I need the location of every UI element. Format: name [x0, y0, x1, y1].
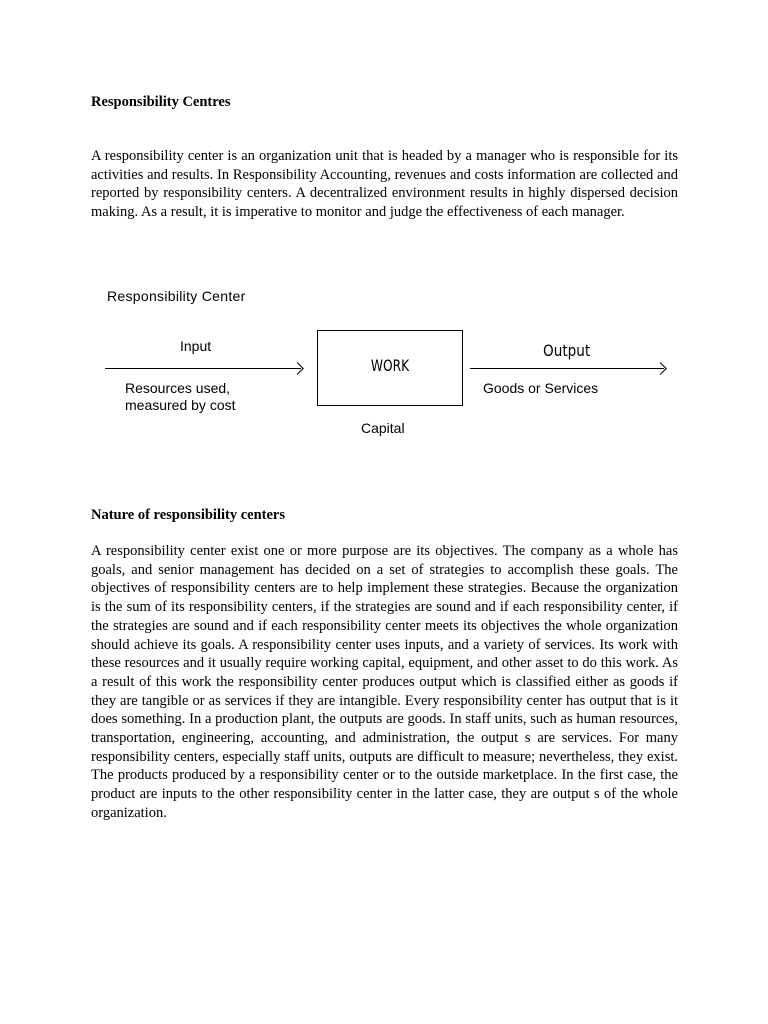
capital-label: Capital	[361, 420, 405, 436]
diagram-title: Responsibility Center	[107, 288, 246, 304]
output-description: Goods or Services	[483, 380, 599, 396]
work-label: WORK	[370, 356, 410, 375]
input-arrow-icon	[105, 368, 301, 369]
input-description	[125, 380, 236, 414]
nature-paragraph: A responsibility center exist one or more purpose are its objectives. The company as a whole has goals, and senior management has decided on a set of strategies to accomplish these goals. The objectives of responsibility centers are to help implement these strategies. Because the organization is the sum of its responsibility centers, if the strategies are sound and if each responsibility center, if the strategies are sound and if each responsibility center meets its objectives the whole organization should achieve its goals. A responsibility center uses inputs, and a variety of services. Its work with these resources and it usually require working capital, equipment, and other asset to do this work. As a result of this work the responsibility center produces output which is classified either as goods if they are tangible or as services if they are intangible. Every responsibility center has output that is it does something. In a production plant, the outputs are goods. In staff units, such as human resources, transportation, engineering, accounting, and administration, the output s are services. For many responsibility centers, especially staff units, outputs are difficult to measure; nevertheless, they exist. The products produced by a responsibility center or to the outside marketplace. In the first case, the product are inputs to the other responsibility center in the latter case, they are output s of the whole organization.	[91, 543, 678, 821]
section-heading-responsibility-centres: Responsibility Centres	[91, 94, 231, 110]
output-arrow-icon	[470, 368, 664, 369]
output-label: Output	[543, 341, 591, 360]
input-description-line1: Resources used,	[125, 380, 231, 396]
responsibility-center-diagram	[95, 282, 675, 442]
work-box	[317, 330, 463, 406]
section-heading-nature: Nature of responsibility centers	[91, 507, 285, 523]
input-description-line2: measured by cost	[125, 397, 236, 413]
intro-paragraph: A responsibility center is an organization unit that is headed by a manager who is responsible for its activities and results. In Responsibility Accounting, revenues and costs information are collected and reported by responsibility centers. A decentralized environment results in highly dispersed decision making. As a result, it is imperative to monitor and judge the effectiveness of each manager.	[91, 148, 678, 221]
input-label: Input	[180, 338, 212, 354]
